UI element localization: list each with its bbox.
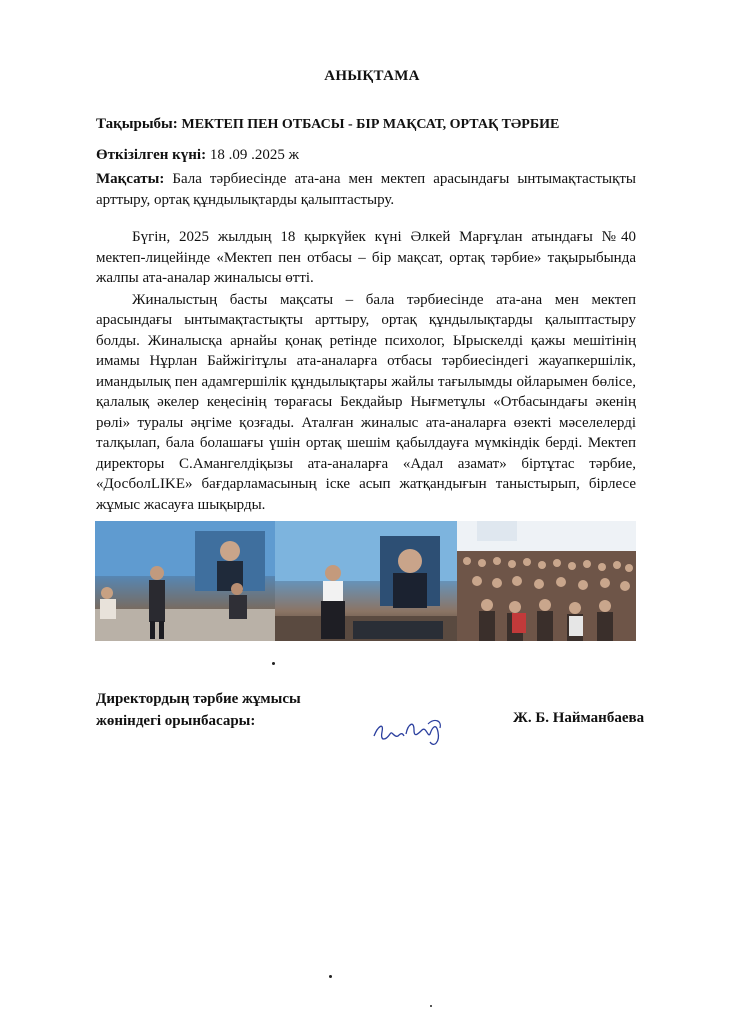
signer-name: Ж. Б. Найманбаева	[513, 710, 645, 726]
date-label: Өткізілген күні:	[96, 147, 207, 163]
handwritten-signature-icon	[370, 712, 450, 759]
goal-text: Бала тәрбиесінде ата-ана мен мектеп арасындағы ынтымақтастықты арттыру, ортақ құндылықтарды қалыптастыру.	[96, 171, 636, 208]
scan-speck	[430, 1005, 432, 1007]
goal-label: Мақсаты:	[96, 171, 165, 187]
signatory-position	[96, 688, 301, 732]
date-line	[96, 147, 299, 164]
goal-line	[96, 169, 636, 211]
signatory-position-line1: Директордың тәрбие жұмысы	[96, 691, 301, 707]
topic-value: МЕКТЕП ПЕН ОТБАСЫ - БІР МАҚСАТ, ОРТАҚ ТӘРБИЕ	[181, 117, 560, 132]
photo-strip	[95, 521, 636, 641]
paragraph-intro: Бүгін, 2025 жылдың 18 қыркүйек күні Әлкей Марғұлан атындағы №40 мектеп-лицейінде «Мектеп пен отбасы – бір мақсат, ортақ тәрбие» тақырыбында жалпы ата-аналар жиналысы өтті.	[96, 229, 636, 286]
event-photo-audience-icon	[457, 521, 636, 641]
date-value: 18 .09 .2025 ж	[209, 147, 299, 163]
topic-label: Тақырыбы:	[96, 116, 178, 132]
scan-speck	[329, 975, 332, 978]
event-photo-speaker-icon	[95, 521, 275, 641]
scan-speck	[272, 662, 275, 665]
paragraph-main: Жиналыстың басты мақсаты – бала тәрбиесінде ата-ана мен мектеп арасындағы ынтымақтастықты арттыру, ортақ құндылықтарды қалыптастыру болды. Жиналысқа арнайы қонақ ретінде психолог, Ырыскелді қажы мешітінің имамы Нұрлан Байжігітұлы ата-аналарға отбасы тәрбиесіндегі жауапкершілік, имандылық пен адамгершілік құндылықтары жайлы тағылымды ойларымен бөлісе, қалалық әкелер кеңесінің төрағасы Бекдайыр Нығметұлы «Отбасындағы әкенің рөлі» туралы әңгіме қозғады. Аталған жиналыс ата-аналарға өзекті мәселелерді талқылап, бала болашағы үшін ортақ шешім қабылдауға мүмкіндік берді. Мектеп директоры С.Амангелдіқызы ата-аналарға «Адал азамат» біртұтас тәрбие, «ДосболLIKE» бағдарламасының іске асып жатқандығын таныстырып, бірлесе жұмыс жасауға шықырды.	[96, 291, 636, 513]
document-title: АНЫҚТАМА	[324, 68, 420, 84]
topic-line	[96, 116, 656, 133]
signatory-position-line2: жөніндегі орынбасары:	[96, 713, 256, 729]
event-photo-podium-icon	[275, 521, 457, 641]
report-body	[96, 227, 636, 516]
